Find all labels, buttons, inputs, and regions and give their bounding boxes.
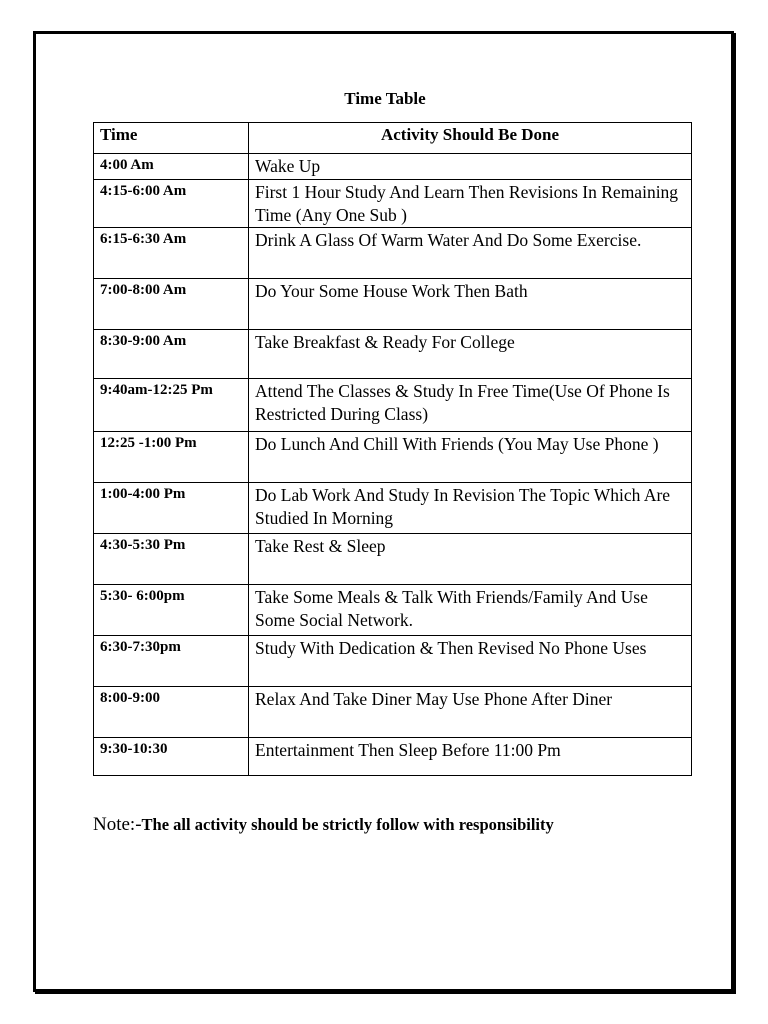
time-cell: 6:15-6:30 Am	[94, 228, 249, 279]
activity-cell: Take Breakfast & Ready For College	[249, 330, 692, 379]
time-cell: 9:30-10:30	[94, 738, 249, 776]
activity-cell: Take Some Meals & Talk With Friends/Family And Use Some Social Network.	[249, 585, 692, 636]
note-text: The all activity should be strictly follow with responsibility	[141, 815, 554, 834]
table-row	[94, 180, 692, 228]
time-cell: 1:00-4:00 Pm	[94, 483, 249, 534]
table-row	[94, 228, 692, 279]
table-row	[94, 636, 692, 687]
activity-cell: Wake Up	[249, 154, 692, 180]
column-header-time: Time	[94, 123, 249, 154]
activity-cell: Study With Dedication & Then Revised No Phone Uses	[249, 636, 692, 687]
time-cell: 7:00-8:00 Am	[94, 279, 249, 330]
activity-cell: Do Your Some House Work Then Bath	[249, 279, 692, 330]
table-row	[94, 585, 692, 636]
time-cell: 9:40am-12:25 Pm	[94, 379, 249, 432]
activity-cell: First 1 Hour Study And Learn Then Revisions In Remaining Time (Any One Sub )	[249, 180, 692, 228]
activity-cell: Relax And Take Diner May Use Phone After Diner	[249, 687, 692, 738]
activity-cell: Entertainment Then Sleep Before 11:00 Pm	[249, 738, 692, 776]
timetable	[93, 122, 692, 776]
table-header-row	[94, 123, 692, 154]
table-row	[94, 738, 692, 776]
activity-cell: Do Lunch And Chill With Friends (You May Use Phone )	[249, 432, 692, 483]
note-prefix: Note:-	[93, 814, 142, 835]
time-cell: 8:00-9:00	[94, 687, 249, 738]
activity-cell: Do Lab Work And Study In Revision The Topic Which Are Studied In Morning	[249, 483, 692, 534]
time-cell: 5:30- 6:00pm	[94, 585, 249, 636]
time-cell: 12:25 -1:00 Pm	[94, 432, 249, 483]
time-cell: 4:00 Am	[94, 154, 249, 180]
time-cell: 8:30-9:00 Am	[94, 330, 249, 379]
time-cell: 4:30-5:30 Pm	[94, 534, 249, 585]
table-row	[94, 279, 692, 330]
table-row	[94, 534, 692, 585]
table-row	[94, 483, 692, 534]
table-row	[94, 154, 692, 180]
activity-cell: Drink A Glass Of Warm Water And Do Some Exercise.	[249, 228, 692, 279]
time-cell: 6:30-7:30pm	[94, 636, 249, 687]
note	[93, 814, 554, 836]
time-cell: 4:15-6:00 Am	[94, 180, 249, 228]
activity-cell: Take Rest & Sleep	[249, 534, 692, 585]
table-row	[94, 687, 692, 738]
table-row	[94, 379, 692, 432]
activity-cell: Attend The Classes & Study In Free Time(Use Of Phone Is Restricted During Class)	[249, 379, 692, 432]
table-row	[94, 432, 692, 483]
table-row	[94, 330, 692, 379]
column-header-activity: Activity Should Be Done	[249, 123, 692, 154]
page-title: Time Table	[344, 89, 426, 108]
